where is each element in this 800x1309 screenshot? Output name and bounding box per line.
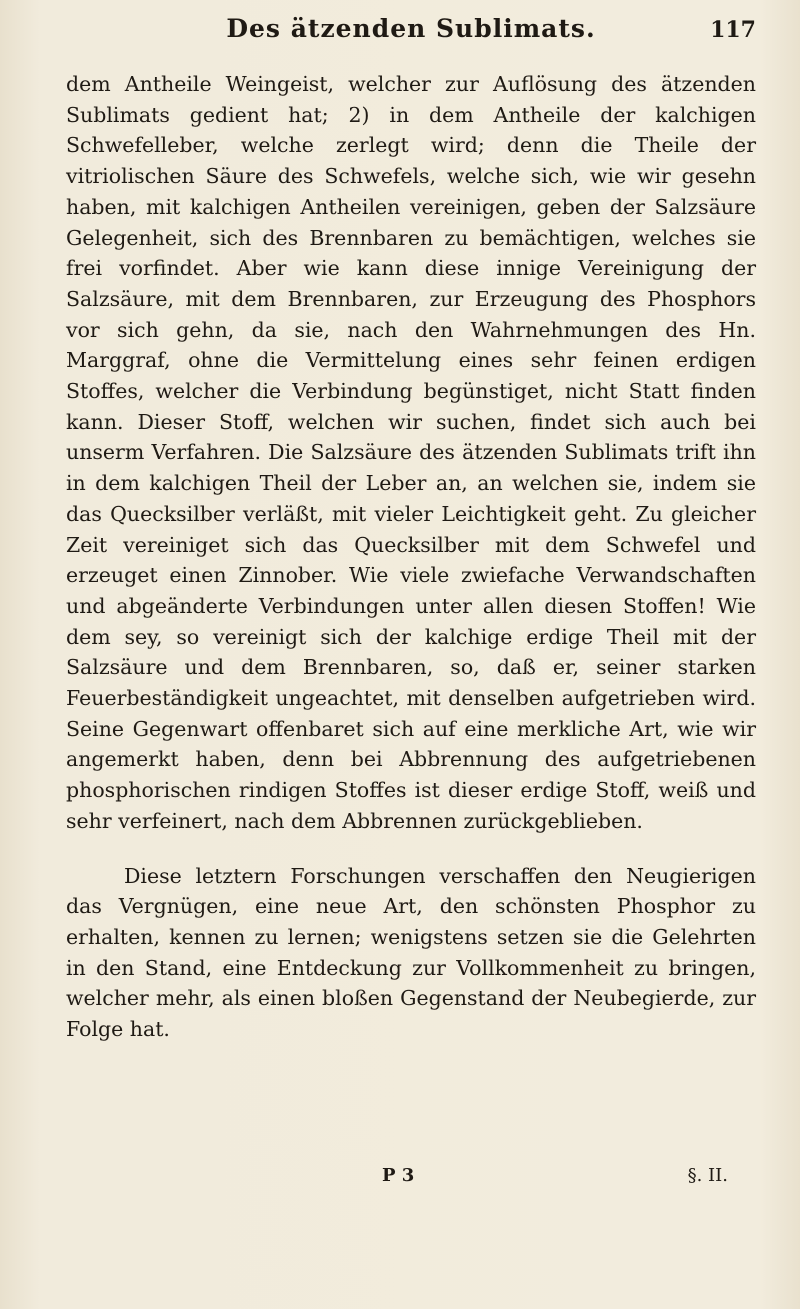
page-number: 117 bbox=[710, 17, 756, 43]
running-title: Des ätzenden Sublimats. bbox=[226, 14, 596, 43]
paragraph-1: dem Antheile Weingeist, welcher zur Auflösung des ätzenden Sublimats gedient hat; 2) in dem Antheile der kalchigen Schwefelleber, welche zerlegt wird; denn die Theile der vitriolischen Säure des Schwefels, welche sich, wie wir gesehn haben, mit kalchigen Antheilen vereinigen, geben der Salzsäure Gelegenheit, sich des Brennbaren zu bemächtigen, welches sie frei vorfindet. Aber wie kann diese innige Vereinigung der Salzsäure, mit dem Brennbaren, zur Erzeugung des Phosphors vor sich gehn, da sie, nach den Wahrnehmungen des Hn. Marggraf, ohne die Vermittelung eines sehr feinen erdigen Stoffes, welcher die Verbindung begünstiget, nicht Statt finden kann. Dieser Stoff, welchen wir suchen, findet sich auch bei unserm Verfahren. Die Salzsäure des ätzenden Sublimats trift ihn in dem kalchigen Theil der Leber an, an welchen sie, indem sie das Quecksilber verläßt, mit vieler Leichtigkeit geht. Zu gleicher Zeit vereiniget sich das Quecksilber mit dem Schwefel und erzeuget einen Zinnober. Wie viele zwiefache Verwandschaften und abgeänderte Verbindungen unter allen diesen Stoffen! Wie dem sey, so vereinigt sich der kalchige erdige Theil mit der Salzsäure und dem Brennbaren, so, daß er, seiner starken Feuerbeständigkeit ungeachtet, mit denselben aufgetrieben wird. Seine Gegenwart offenbaret sich auf eine merkliche Art, wie wir angemerkt haben, denn bei Abbrennung des aufgetriebenen phosphorischen rindigen Stoffes ist dieser erdige Stoff, weiß und sehr verfeinert, nach dem Abbrennen zurückgeblieben. bbox=[66, 72, 756, 833]
catchword: §. II. bbox=[687, 1165, 728, 1186]
paragraph-2: Diese letztern Forschungen verschaffen den Neugierigen das Vergnügen, eine neue Art, den schönsten Phosphor zu erhalten, kennen zu lernen; wenigstens setzen sie die Gelehrten in den Stand, eine Entdeckung zur Vollkommenheit zu bringen, welcher mehr, als einen bloßen Gegenstand der Neubegierde, zur Folge hat. bbox=[66, 863, 756, 1042]
running-head bbox=[66, 8, 756, 53]
printer-signature: P 3 bbox=[382, 1165, 415, 1186]
page-footer bbox=[66, 1165, 756, 1199]
body-text bbox=[66, 69, 756, 1045]
